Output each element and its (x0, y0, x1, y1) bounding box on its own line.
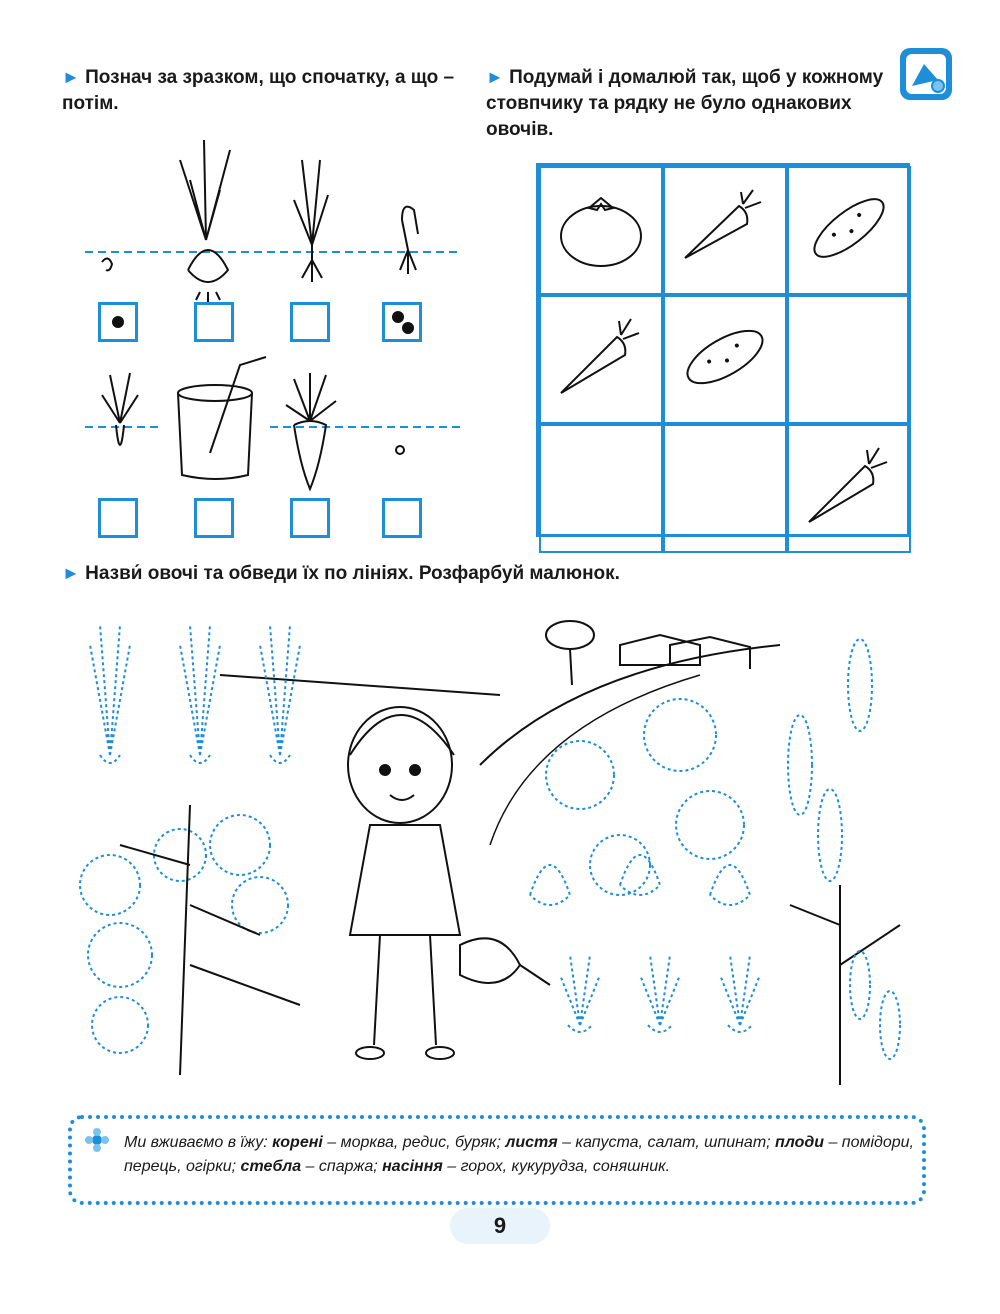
page-number (450, 1208, 550, 1244)
grid-cell-tomato[interactable] (539, 166, 663, 295)
dotted-lettuce (530, 855, 750, 905)
order-box-4[interactable] (382, 302, 422, 342)
grid-cell-empty[interactable] (787, 295, 911, 424)
dotted-cabbages (546, 699, 744, 895)
order-box-2[interactable] (194, 302, 234, 342)
grid-cell-empty[interactable] (539, 424, 663, 553)
vegetable-grid (536, 163, 910, 537)
bullet-arrow-icon: ► (62, 563, 80, 583)
dotted-cucumbers (788, 639, 872, 881)
tomato-plant (120, 805, 300, 1075)
carrot-icon (541, 297, 661, 417)
grid-cell-carrot[interactable] (663, 166, 787, 295)
dotted-carrots (560, 955, 760, 1032)
note-intro: Ми вживаємо в їжу: (124, 1134, 273, 1151)
page-number-text: 9 (493, 1213, 507, 1238)
cucumber-icon (665, 297, 785, 417)
creative-task-icon (898, 46, 954, 102)
carrot-icon (789, 426, 909, 546)
grid-cell-carrot[interactable] (539, 295, 663, 424)
garden-scene-illustration (60, 605, 920, 1105)
carrot-growth-illustration (80, 355, 470, 495)
tomato-icon (541, 168, 661, 288)
note-stems-label: стебла (240, 1158, 302, 1175)
order-box-7[interactable] (290, 498, 330, 538)
order-dot (402, 322, 414, 334)
order-box-3[interactable] (290, 302, 330, 342)
dotted-pea-pods (850, 951, 900, 1059)
task1-header (62, 64, 472, 117)
bullet-arrow-icon: ► (62, 67, 80, 87)
note-roots-label: корені (272, 1134, 323, 1151)
order-box-5[interactable] (98, 498, 138, 538)
note-stems: – спаржа; (301, 1158, 383, 1175)
cucumber-icon (789, 168, 909, 288)
background-tree (546, 621, 594, 685)
note-fruits: – помідори, перець, огірки; (124, 1134, 915, 1175)
order-dot (112, 316, 124, 328)
grid-cell-cucumber[interactable] (663, 295, 787, 424)
order-box-6[interactable] (194, 498, 234, 538)
note-seeds: – горох, кукурудза, соняшник. (442, 1158, 671, 1175)
girl-watering (348, 707, 550, 1059)
grid-cell-cucumber[interactable] (787, 166, 911, 295)
flower-icon (84, 1127, 110, 1153)
note-roots: – морква, редис, буряк; (322, 1134, 506, 1151)
carrot-icon (665, 168, 785, 288)
dotted-onions (90, 625, 300, 763)
task2-header (486, 64, 886, 143)
task3-text: Назви́ овочі та обведи їх по лініях. Розфарбуй малюнок. (85, 563, 620, 584)
order-box-8[interactable] (382, 498, 422, 538)
note-seeds-label: насіння (382, 1158, 443, 1175)
note-leaves-label: листя (505, 1134, 558, 1151)
task1-text: Познач за зразком, що спочатку, а що – потім. (62, 67, 455, 114)
onion-growth-illustration (80, 120, 470, 310)
order-dot (392, 311, 404, 323)
note-fruits-label: плоди (775, 1134, 824, 1151)
bullet-arrow-icon: ► (486, 67, 504, 87)
grid-cell-empty[interactable] (663, 424, 787, 553)
grid-cell-carrot[interactable] (787, 424, 911, 553)
info-note (68, 1115, 926, 1205)
task2-text: Подумай і домалюй так, щоб у кожному стовпчику та рядку не було однакових овочів. (486, 67, 884, 140)
note-leaves: – капуста, салат, шпинат; (557, 1134, 776, 1151)
task3-header (62, 560, 862, 587)
order-box-1[interactable] (98, 302, 138, 342)
pea-plant (790, 885, 900, 1085)
note-text (124, 1131, 914, 1179)
